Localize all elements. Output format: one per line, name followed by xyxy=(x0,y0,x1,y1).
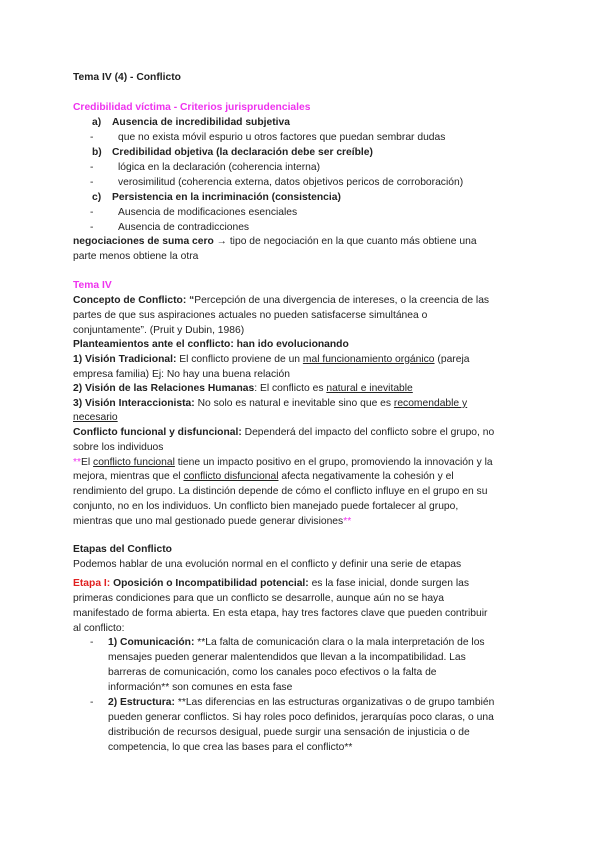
paragraph-underline: conflicto disfuncional xyxy=(183,471,279,482)
criterion-b-text: Credibilidad objetiva (la declaración debe ser creíble) xyxy=(112,147,373,158)
criterion-c xyxy=(92,191,341,204)
paragraph-line-2 xyxy=(73,470,454,483)
comunicacion-line-4: información** son comunes en esta fase xyxy=(108,682,293,693)
list-item xyxy=(90,161,320,174)
concepto-term: Concepto de Conflicto: xyxy=(73,295,187,306)
list-item xyxy=(90,176,463,189)
negociaciones-line-2: parte menos obtiene la otra xyxy=(73,251,199,262)
comunicacion-term: 1) Comunicación: xyxy=(108,637,195,648)
etapa-1-term: Oposición o Incompatibilidad potencial: xyxy=(110,578,309,589)
concepto-text: Percepción de una divergencia de intereses, o la creencia de las xyxy=(194,295,490,306)
vision-2-text: : El conflicto es xyxy=(254,383,327,394)
vision-3-line-1 xyxy=(73,397,467,410)
comunicacion-line-1 xyxy=(90,636,485,649)
vision-2 xyxy=(73,382,413,395)
concepto-line-2: partes de que sus aspiraciones actuales no pueden satisfacerse simultánea o xyxy=(73,310,428,321)
list-item xyxy=(90,131,445,144)
criterion-a xyxy=(92,116,290,129)
vision-1-term: 1) Visión Tradicional: xyxy=(73,354,177,365)
dash-bullet: - xyxy=(90,132,94,143)
planteamientos-heading: Planteamientos ante el conflicto: han ido evolucionando xyxy=(73,339,349,350)
vision-3-line-2: necesario xyxy=(73,412,118,423)
estructura-line-1 xyxy=(90,696,494,709)
paragraph-line-1 xyxy=(73,456,493,469)
etapa-1-line-2: primeras condiciones para que un conflicto se desarrolle, aunque aún no se haya xyxy=(73,593,444,604)
funcional-text: Dependerá del impacto del conflicto sobre el grupo, no xyxy=(241,427,495,438)
estructura-term: 2) Estructura: xyxy=(108,697,175,708)
vision-3-term: 3) Visión Interaccionista: xyxy=(73,398,195,409)
dash-bullet: - xyxy=(90,222,94,233)
criterion-a-text: Ausencia de incredibilidad subjetiva xyxy=(112,117,290,128)
etapas-intro: Podemos hablar de una evolución normal en el conflicto y definir una serie de etapas xyxy=(73,559,462,570)
vision-3-underline: recomendable y xyxy=(393,398,468,409)
vision-1-underline: mal funcionamiento orgánico xyxy=(302,354,435,365)
funcional-term: Conflicto funcional y disfuncional: xyxy=(73,427,242,438)
funcional-line-2: sobre los individuos xyxy=(73,442,164,453)
negociaciones-line-1 xyxy=(73,235,477,248)
paragraph-text: mejora, mientras que el xyxy=(73,471,184,482)
list-item-text: lógica en la declaración (coherencia interna) xyxy=(118,162,321,173)
etapa-1-line-4: al conflicto: xyxy=(73,623,125,634)
comunicacion-text: **La falta de comunicación clara o la mala interpretación de los xyxy=(194,637,485,648)
arrow-icon: → xyxy=(213,236,230,247)
list-item-text: Ausencia de modificaciones esenciales xyxy=(118,207,298,218)
asterisk-mark: ** xyxy=(343,516,352,527)
etapa-1-text: es la fase inicial, donde surgen las xyxy=(308,578,469,589)
concepto-line-1 xyxy=(73,294,489,307)
estructura-line-4: competencia, lo que crea las bases para el conflicto** xyxy=(108,742,353,753)
list-item-text: Ausencia de contradicciones xyxy=(118,222,250,233)
list-item xyxy=(90,221,249,234)
concepto-line-3: conjuntamente”. (Pruit y Dubin, 1986) xyxy=(73,325,245,336)
paragraph-text: tiene un impacto positivo en el grupo, promoviendo la innovación y la xyxy=(174,457,493,468)
paragraph-line-3: rendimiento del grupo. La distinción depende de cómo el conflicto influye en el grupo en su xyxy=(73,486,488,497)
vision-1-text: El conflicto proviene de un xyxy=(176,354,303,365)
tema-heading: Tema IV xyxy=(73,280,112,291)
criterion-b xyxy=(92,146,373,159)
vision-1-text-end: (pareja xyxy=(434,354,470,365)
asterisk-mark: ** xyxy=(73,457,82,468)
dash-bullet: - xyxy=(90,637,94,648)
negociaciones-term: negociaciones de suma cero xyxy=(73,236,214,247)
paragraph-underline: conflicto funcional xyxy=(93,457,175,468)
estructura-line-2: pueden generar conflictos. Si hay roles poco definidos, jerarquías poco claras, o una xyxy=(108,712,494,723)
etapa-1-line-1 xyxy=(73,577,469,590)
criterion-a-label: a) xyxy=(92,117,102,128)
list-item-text: verosimilitud (coherencia externa, datos objetivos pericos de corroboración) xyxy=(118,177,464,188)
paragraph-text: El xyxy=(81,457,94,468)
criterion-c-label: c) xyxy=(92,192,102,203)
comunicacion-line-2: mensajes pueden generar malentendidos que llevan a la incompatibilidad. Las xyxy=(108,652,466,663)
dash-bullet: - xyxy=(90,162,94,173)
vision-1-line-2: empresa familia) Ej: No hay una buena relación xyxy=(73,369,290,380)
etapas-heading: Etapas del Conflicto xyxy=(73,544,172,555)
estructura-line-3: distribución de recursos desigual, puede surgir una sensación de injusticia o de xyxy=(108,727,470,738)
paragraph-text: mientras que uno mal gestionado puede generar divisiones xyxy=(73,516,344,527)
paragraph-line-5 xyxy=(73,515,351,528)
funcional-line-1 xyxy=(73,426,494,439)
negociaciones-def: tipo de negociación en la que cuanto más obtiene una xyxy=(229,236,477,247)
criterion-b-label: b) xyxy=(92,147,102,158)
estructura-text: **Las diferencias en las estructuras organizativas o de grupo también xyxy=(174,697,495,708)
criterion-c-text: Persistencia en la incriminación (consistencia) xyxy=(112,192,341,203)
paragraph-line-4: conjunto, no en los individuos. Un conflicto bien manejado puede fortalecer al grupo, xyxy=(73,501,459,512)
dash-bullet: - xyxy=(90,177,94,188)
credibilidad-heading: Credibilidad víctima - Criterios jurisprudenciales xyxy=(73,102,311,113)
etapa-1-line-3: manifestado de forma abierta. En esta etapa, hay tres factores clave que pueden contribuir xyxy=(73,608,488,619)
dash-bullet: - xyxy=(90,697,94,708)
paragraph-text: afecta negativamente la cohesión y el xyxy=(278,471,454,482)
vision-2-term: 2) Visión de las Relaciones Humanas xyxy=(73,383,255,394)
list-item-text: que no exista móvil espurio u otros factores que puedan sembrar dudas xyxy=(118,132,446,143)
open-quote: “ xyxy=(186,295,195,306)
list-item xyxy=(90,206,297,219)
etapa-1-label: Etapa I: xyxy=(73,578,111,589)
vision-1-line-1 xyxy=(73,353,469,366)
document-title: Tema IV (4) - Conflicto xyxy=(73,72,181,83)
vision-3-text: No solo es natural e inevitable sino que es xyxy=(194,398,394,409)
comunicacion-line-3: barreras de comunicación, como los canales poco efectivos o la falta de xyxy=(108,667,437,678)
vision-2-underline: natural e inevitable xyxy=(326,383,413,394)
dash-bullet: - xyxy=(90,207,94,218)
